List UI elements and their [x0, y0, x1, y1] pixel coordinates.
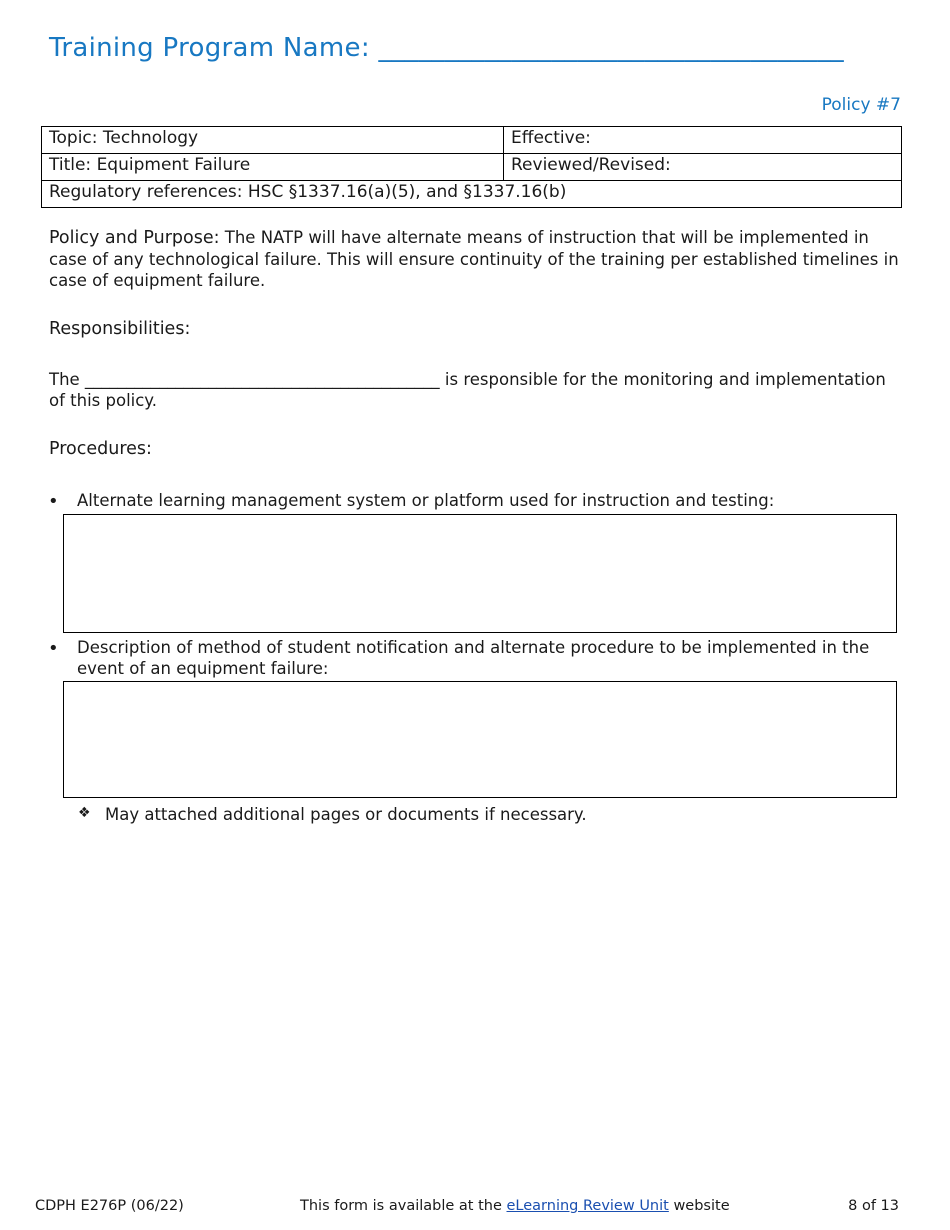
topic-cell: Topic: Technology	[42, 127, 504, 154]
table-row	[42, 127, 902, 154]
policy-number: Policy #7	[821, 95, 901, 115]
responsibilities-heading: Responsibilities:	[49, 319, 191, 339]
elearning-review-unit-link[interactable]: eLearning Review Unit	[506, 1198, 669, 1214]
policy-meta-table	[41, 126, 902, 208]
diamond-bullet-icon: ❖	[78, 805, 91, 821]
alternate-platform-field[interactable]	[63, 514, 897, 633]
title-cell: Title: Equipment Failure	[42, 154, 504, 181]
page-title: Training Program Name: ___________________________________	[49, 33, 844, 63]
policy-purpose-paragraph	[49, 227, 899, 291]
procedure-item-2: Description of method of student notification and alternate procedure to be implemented in the event of an equipment failure:	[77, 638, 870, 678]
effective-cell: Effective:	[504, 127, 902, 154]
table-row	[42, 181, 902, 208]
policy-purpose-text: The NATP will have alternate means of instruction that will be implemented in case of any technological failure. This will ensure continuity of the training per established timelines in case of equipment failure.	[49, 228, 899, 290]
availability-note	[300, 1198, 730, 1214]
responsibilities-text: The ___________________________________________ is responsible for the monitoring and implementation of this policy.	[49, 370, 886, 410]
availability-prefix: This form is available at the	[300, 1198, 507, 1214]
policy-purpose-label: Policy and Purpose:	[49, 228, 220, 248]
bullet-icon: •	[48, 638, 59, 659]
attachment-note: May attached additional pages or documents if necessary.	[105, 805, 587, 824]
procedure-item-1: Alternate learning management system or platform used for instruction and testing:	[77, 491, 775, 510]
procedures-heading: Procedures:	[49, 439, 152, 459]
notification-procedure-field[interactable]	[63, 681, 897, 798]
table-row	[42, 154, 902, 181]
availability-suffix: website	[668, 1198, 730, 1214]
regulatory-cell: Regulatory references: HSC §1337.16(a)(5), and §1337.16(b)	[42, 181, 902, 208]
page-number: 8 of 13	[848, 1198, 899, 1214]
form-id: CDPH E276P (06/22)	[35, 1198, 184, 1214]
reviewed-cell: Reviewed/Revised:	[504, 154, 902, 181]
bullet-icon: •	[48, 491, 59, 512]
